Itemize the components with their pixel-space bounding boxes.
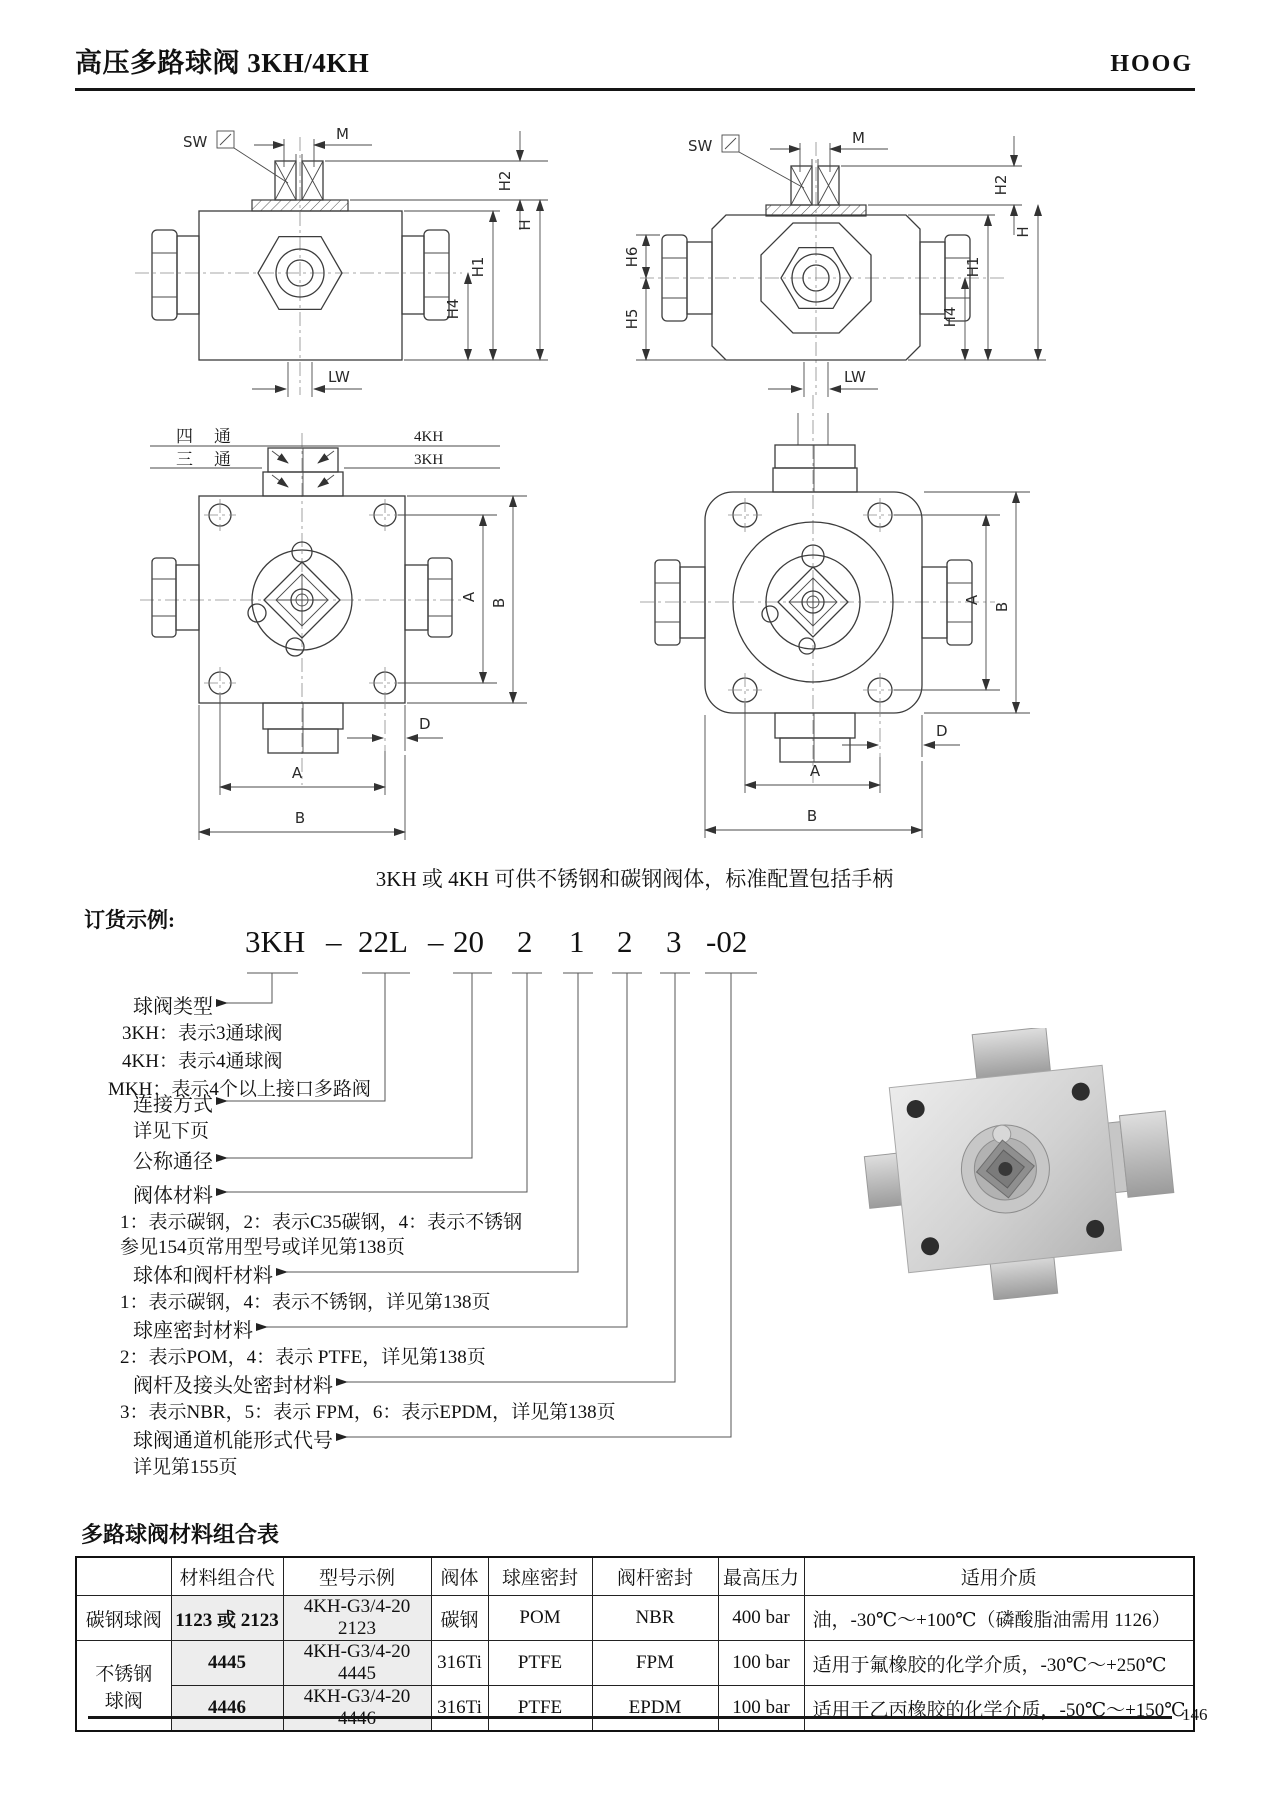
- dim-label-a: A: [460, 591, 478, 603]
- cell-stem-seal: EPDM: [592, 1686, 718, 1732]
- dim-label-lw: LW: [328, 368, 350, 386]
- cell-group: 碳钢球阀: [76, 1596, 171, 1641]
- dim-label-a-bottom: A: [291, 764, 303, 782]
- material-table: [75, 1556, 1195, 1732]
- order-field-line: 4KH：表示4通球阀: [122, 1051, 283, 1072]
- material-table-section: [75, 1518, 1193, 1732]
- product-photo: [858, 1028, 1190, 1300]
- table-row: [76, 1686, 1194, 1732]
- dim-label-sw: SW: [688, 137, 713, 155]
- col-header-body: 阀体: [431, 1557, 488, 1596]
- cell-material-code: 4446: [171, 1686, 283, 1732]
- table-header-row: [76, 1557, 1194, 1596]
- cell-seat-seal: PTFE: [488, 1686, 592, 1732]
- top-view-right-drawing: [640, 395, 1030, 838]
- dim-label-m: M: [852, 129, 865, 147]
- order-field-line: 详见第155页: [133, 1457, 238, 1478]
- dim-label-h1: H1: [469, 256, 487, 278]
- order-field-title: 球座密封材料: [133, 1320, 253, 1342]
- order-field-title: 阀杆及接头处密封材料: [133, 1375, 333, 1397]
- code-separator: –: [428, 924, 444, 959]
- cell-group-line2: 球阀: [104, 1690, 143, 1712]
- cell-media: 油，-30℃～+100℃（磷酸脂油需用 1126）: [804, 1596, 1194, 1641]
- top-view-left-drawing: [140, 427, 527, 840]
- order-field-line: 详见下页: [133, 1121, 210, 1142]
- dim-label-b: B: [490, 597, 508, 609]
- ordering-example-section: [0, 900, 1269, 1512]
- code-segment-seat-seal: 2: [617, 924, 633, 959]
- order-field-title: 阀体材料: [133, 1185, 213, 1207]
- code-segment-body-material: 2: [517, 924, 533, 959]
- table-row: [76, 1641, 1194, 1686]
- cell-group-line1: 不锈钢: [95, 1663, 153, 1685]
- order-field-title: 球阀类型: [133, 996, 213, 1018]
- dim-label-h: H: [516, 219, 534, 231]
- col-header-model: 型号示例: [283, 1557, 431, 1596]
- dim-label-lw: LW: [844, 368, 866, 386]
- table-row: [76, 1596, 1194, 1641]
- cell-body: 316Ti: [431, 1641, 488, 1686]
- cell-material-code: 1123 或 2123: [171, 1596, 283, 1641]
- cell-stem-seal: NBR: [592, 1596, 718, 1641]
- order-field-line: 1：表示碳钢，2：表示C35碳钢，4：表示不锈钢: [120, 1212, 523, 1233]
- dim-label-h2: H2: [496, 170, 514, 192]
- cell-seat-seal: POM: [488, 1596, 592, 1641]
- col-header-media: 适用介质: [804, 1557, 1194, 1596]
- cell-model: 4KH-G3/4-20 4446: [283, 1686, 431, 1732]
- dim-label-h: H: [1014, 226, 1032, 238]
- col-header-blank: [76, 1557, 171, 1596]
- dim-label-d: D: [936, 722, 948, 740]
- code-segment-function-code: -02: [706, 924, 748, 959]
- order-field-line: 3KH：表示3通球阀: [122, 1023, 283, 1044]
- order-field-title: 连接方式: [133, 1094, 213, 1116]
- order-field-title: 球体和阀杆材料: [133, 1265, 273, 1287]
- order-field-line: 参见154页常用型号或详见第138页: [120, 1237, 406, 1258]
- cell-seat-seal: PTFE: [488, 1641, 592, 1686]
- cell-max-pressure: 100 bar: [718, 1641, 804, 1686]
- order-field-line: 3：表示NBR，5：表示 FPM，6：表示EPDM，详见第138页: [120, 1402, 616, 1423]
- page-title: 高压多路球阀 3KH/4KH: [75, 48, 370, 78]
- dim-label-h6: H6: [623, 246, 641, 268]
- ordering-heading: 订货示例:: [84, 908, 175, 932]
- cell-model: 4KH-G3/4-20 2123: [283, 1596, 431, 1641]
- callout-four-way-code: 4KH: [414, 429, 444, 445]
- col-header-max-pressure: 最高压力: [718, 1557, 804, 1596]
- dim-label-h4: H4: [444, 298, 462, 320]
- code-segment-connection: 22L: [358, 924, 408, 959]
- order-field-line: MKH：表示4个以上接口多路阀: [108, 1079, 371, 1100]
- dim-label-a-bottom: A: [809, 762, 821, 780]
- col-header-stem-seal: 阀杆密封: [592, 1557, 718, 1596]
- cell-model: 4KH-G3/4-20 4445: [283, 1641, 431, 1686]
- cell-max-pressure: 100 bar: [718, 1686, 804, 1732]
- code-separator: –: [326, 924, 342, 959]
- dim-label-b-bottom: B: [806, 807, 818, 825]
- dim-label-d: D: [419, 715, 431, 733]
- technical-drawings: [0, 95, 1269, 865]
- dim-label-m: M: [336, 125, 349, 143]
- cell-body: 316Ti: [431, 1686, 488, 1732]
- callout-three-way: 三 通: [176, 450, 233, 469]
- order-field-line: 1：表示碳钢，4：表示不锈钢，详见第138页: [120, 1292, 491, 1313]
- callout-three-way-code: 3KH: [414, 452, 444, 468]
- table-title: 多路球阀材料组合表: [81, 1522, 280, 1547]
- page-header: [75, 38, 1195, 91]
- order-field-title: 公称通径: [133, 1151, 213, 1173]
- dim-label-a: A: [963, 594, 981, 606]
- cell-media: 适用于乙丙橡胶的化学介质，-50℃～+150℃: [804, 1686, 1194, 1732]
- code-segment-stem-seal: 3: [666, 924, 682, 959]
- footer-rule: [88, 1716, 1172, 1719]
- front-view-left-drawing: [135, 125, 548, 397]
- col-header-material-code: 材料组合代: [171, 1557, 283, 1596]
- cell-media: 适用于氟橡胶的化学介质，-30℃～+250℃: [804, 1641, 1194, 1686]
- dim-label-sw: SW: [183, 133, 208, 151]
- dim-label-h5: H5: [623, 308, 641, 330]
- code-segment-ball-stem-material: 1: [569, 924, 585, 959]
- order-field-title: 球阀通道机能形式代号: [133, 1430, 333, 1452]
- cell-material-code: 4445: [171, 1641, 283, 1686]
- cell-max-pressure: 400 bar: [718, 1596, 804, 1641]
- code-segment-bore: 20: [453, 924, 484, 959]
- dim-label-b: B: [993, 601, 1011, 613]
- drawings-caption: 3KH 或 4KH 可供不锈钢和碳钢阀体，标准配置包括手柄: [375, 867, 894, 891]
- cell-stem-seal: FPM: [592, 1641, 718, 1686]
- order-field-line: 2：表示POM，4：表示 PTFE，详见第138页: [120, 1347, 486, 1368]
- brand-logo: HOOG: [1110, 51, 1193, 77]
- dim-label-h2: H2: [992, 174, 1010, 196]
- code-segment-type: 3KH: [245, 924, 306, 959]
- dim-label-b-bottom: B: [294, 809, 306, 827]
- dim-label-h4: H4: [941, 306, 959, 328]
- callout-four-way: 四 通: [176, 427, 233, 446]
- page-number: 146: [1182, 1705, 1208, 1724]
- col-header-seat-seal: 球座密封: [488, 1557, 592, 1596]
- front-view-right-drawing: [623, 129, 1046, 397]
- cell-body: 碳钢: [431, 1596, 488, 1641]
- dim-label-h1: H1: [964, 256, 982, 278]
